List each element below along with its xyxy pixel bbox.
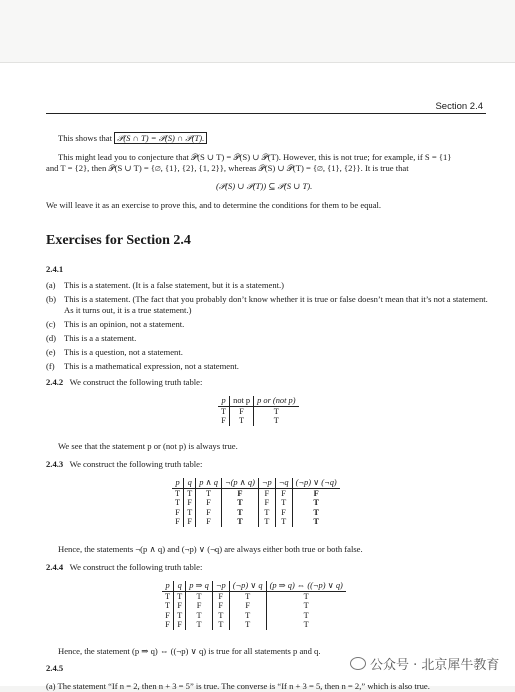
exercise-242-intro-line [46, 377, 202, 388]
table-cell: T [229, 620, 266, 630]
table-cell: T [184, 488, 196, 498]
table-cell: T [258, 517, 275, 527]
table-row [172, 508, 340, 518]
truth-table-243 [172, 478, 340, 527]
table-cell: T [221, 498, 258, 508]
table-header: ¬p [212, 581, 229, 591]
table-cell: T [162, 601, 174, 611]
table-header: q [174, 581, 186, 591]
exercise-244-conclusion: Hence, the statement (p ⇒ q) ⇔ ((¬p) ∨ q) is true for all statements p and q. [58, 646, 321, 656]
table-cell: F [218, 416, 230, 426]
table-cell: F [229, 601, 266, 611]
table-cell: T [258, 508, 275, 518]
table-cell: T [273, 406, 279, 416]
table-cell: T [303, 591, 309, 601]
exercise-label-245: 2.4.5 [46, 663, 64, 673]
truth-table-244 [162, 581, 346, 630]
table-row [162, 601, 346, 611]
table-header: (¬p) ∨ (¬q) [292, 478, 340, 488]
intro-closing: We will leave it as an exercise to prove this, and to determine the conditions for them to be equal. [46, 200, 382, 210]
table-cell: F [174, 620, 186, 630]
table-header: p or (not p) [254, 396, 299, 406]
table-cell: T [186, 611, 213, 621]
table-cell: F [212, 601, 229, 611]
table-header: p [172, 478, 184, 488]
table-cell: F [212, 591, 229, 601]
table-cell: T [221, 517, 258, 527]
table-row [172, 517, 340, 527]
table-header: p ∧ q [196, 478, 222, 488]
table-row [218, 416, 299, 426]
table-cell: T [275, 498, 292, 508]
table-cell: F [186, 601, 213, 611]
table-cell: T [162, 591, 174, 601]
table-cell: T [186, 591, 213, 601]
table-cell: F [162, 620, 174, 630]
table-cell: F [275, 508, 292, 518]
table-row [218, 406, 299, 416]
table-cell: T [303, 620, 309, 630]
item-key: (f) [46, 361, 55, 371]
table-cell: F [258, 498, 275, 508]
section-title: Exercises for Section 2.4 [46, 233, 191, 248]
item-key: (e) [46, 347, 56, 357]
table-cell: T [230, 416, 254, 426]
running-header: Section 2.4 [435, 101, 483, 112]
table-cell: T [172, 498, 184, 508]
exercise-242-intro: We construct the following truth table: [69, 377, 203, 387]
table-cell: T [184, 508, 196, 518]
top-margin [0, 0, 515, 62]
table-row [172, 498, 340, 508]
item-text: This is a a statement. [64, 333, 137, 343]
display-formula: (𝒫(S) ∪ 𝒫(T)) ⊆ 𝒫(S ∪ T). [216, 181, 313, 191]
watermark-text: 公众号 · 北京犀牛教育 [370, 658, 500, 673]
table-cell: F [313, 488, 319, 498]
table-cell: F [184, 517, 196, 527]
exercise-244-intro: We construct the following truth table: [69, 562, 203, 572]
table-row [162, 591, 346, 601]
exercise-label-244: 2.4.4 [46, 562, 64, 572]
table-cell: F [196, 508, 222, 518]
table-cell: F [258, 488, 275, 498]
shows-line [58, 133, 207, 144]
table-header: ¬p [258, 478, 275, 488]
item-key: (d) [46, 333, 57, 343]
intro-paragraph-line-1: This might lead you to conjecture that 𝒫(S ∪ T) = 𝒫(S) ∪ 𝒫(T). However, this is not true; for example, if S = {1} [58, 152, 452, 162]
table-cell: T [303, 610, 309, 620]
exercise-243-intro-line [46, 459, 202, 470]
item-key: (c) [46, 319, 56, 329]
table-cell: T [186, 620, 213, 630]
table-cell: T [229, 611, 266, 621]
table-row [162, 611, 346, 621]
exercise-243-conclusion: Hence, the statements ¬(p ∧ q) and (¬p) ∨ (¬q) are always either both true or both false. [58, 544, 363, 554]
table-cell: F [275, 488, 292, 498]
table-cell: F [196, 517, 222, 527]
exercise-245-partial-line: (a) The statement “If n = 2, then n + 3 = 5” is true. The converse is “If n + 3 = 5, then n = 2,” which is also true. [46, 681, 430, 691]
table-row [172, 488, 340, 498]
table-header: (¬p) ∨ q [229, 581, 266, 591]
table-cell: F [174, 601, 186, 611]
intro-paragraph-line-2: and T = {2}, then 𝒫(S ∪ T) = {∅, {1}, {2}, {1, 2}}, whereas 𝒫(S) ∪ 𝒫(T) = {∅, {1}, {2}}. It is true that [46, 163, 409, 173]
truth-table-242 [218, 396, 299, 426]
table-cell: F [230, 406, 254, 416]
item-text: This is a mathematical expression, not a statement. [64, 361, 239, 371]
table-cell: T [313, 517, 319, 527]
table-cell: T [313, 498, 319, 508]
header-rule [46, 113, 486, 114]
table-cell: T [172, 488, 184, 498]
exercise-label-242: 2.4.2 [46, 377, 64, 387]
watermark [350, 654, 499, 673]
table-cell: T [313, 507, 319, 517]
table-header: ¬q [275, 478, 292, 488]
table-cell: T [303, 601, 309, 611]
item-text: This is a statement. (It is a false statement, but it is a statement.) [64, 280, 285, 290]
table-cell: T [196, 488, 222, 498]
exercise-label-241: 2.4.1 [46, 264, 64, 274]
table-header: p [218, 396, 230, 406]
wechat-icon [350, 657, 366, 670]
table-cell: T [221, 508, 258, 518]
table-header: p [162, 581, 174, 591]
table-header: not p [230, 396, 254, 406]
exercise-243-intro: We construct the following truth table: [69, 459, 203, 469]
table-header: p ⇒ q [186, 581, 213, 591]
item-text: This is an opinion, not a statement. [64, 319, 185, 329]
item-text: This is a statement. (The fact that you probably don’t know whether it is true or false doesn’t mean that it’s not a statement. As it turns out, it is a true statement.) [64, 294, 488, 315]
table-cell: T [229, 591, 266, 601]
table-cell: T [212, 611, 229, 621]
table-header: (p ⇒ q) ⇔ ((¬p) ∨ q) [266, 581, 346, 591]
table-cell: F [221, 488, 258, 498]
exercise-244-intro-line [46, 562, 202, 573]
table-cell: F [196, 498, 222, 508]
item-text: This is a question, not a statement. [64, 347, 183, 357]
table-cell: F [162, 611, 174, 621]
table-header: ¬(p ∧ q) [221, 478, 258, 488]
table-cell: T [174, 611, 186, 621]
table-cell: T [275, 517, 292, 527]
boxed-formula: 𝒫(S ∩ T) = 𝒫(S) ∩ 𝒫(T). [114, 132, 207, 144]
table-cell: T [218, 406, 230, 416]
item-key: (a) [46, 280, 56, 290]
exercise-242-conclusion: We see that the statement p or (not p) is always true. [58, 441, 238, 451]
table-cell: F [172, 508, 184, 518]
table-cell: T [273, 416, 279, 426]
shows-prefix: This shows that [58, 133, 112, 143]
table-cell: T [174, 591, 186, 601]
table-cell: F [184, 498, 196, 508]
table-cell: T [212, 620, 229, 630]
item-key: (b) [46, 294, 57, 304]
exercise-label-243: 2.4.3 [46, 459, 64, 469]
table-row [162, 620, 346, 630]
table-cell: F [172, 517, 184, 527]
table-header: q [184, 478, 196, 488]
